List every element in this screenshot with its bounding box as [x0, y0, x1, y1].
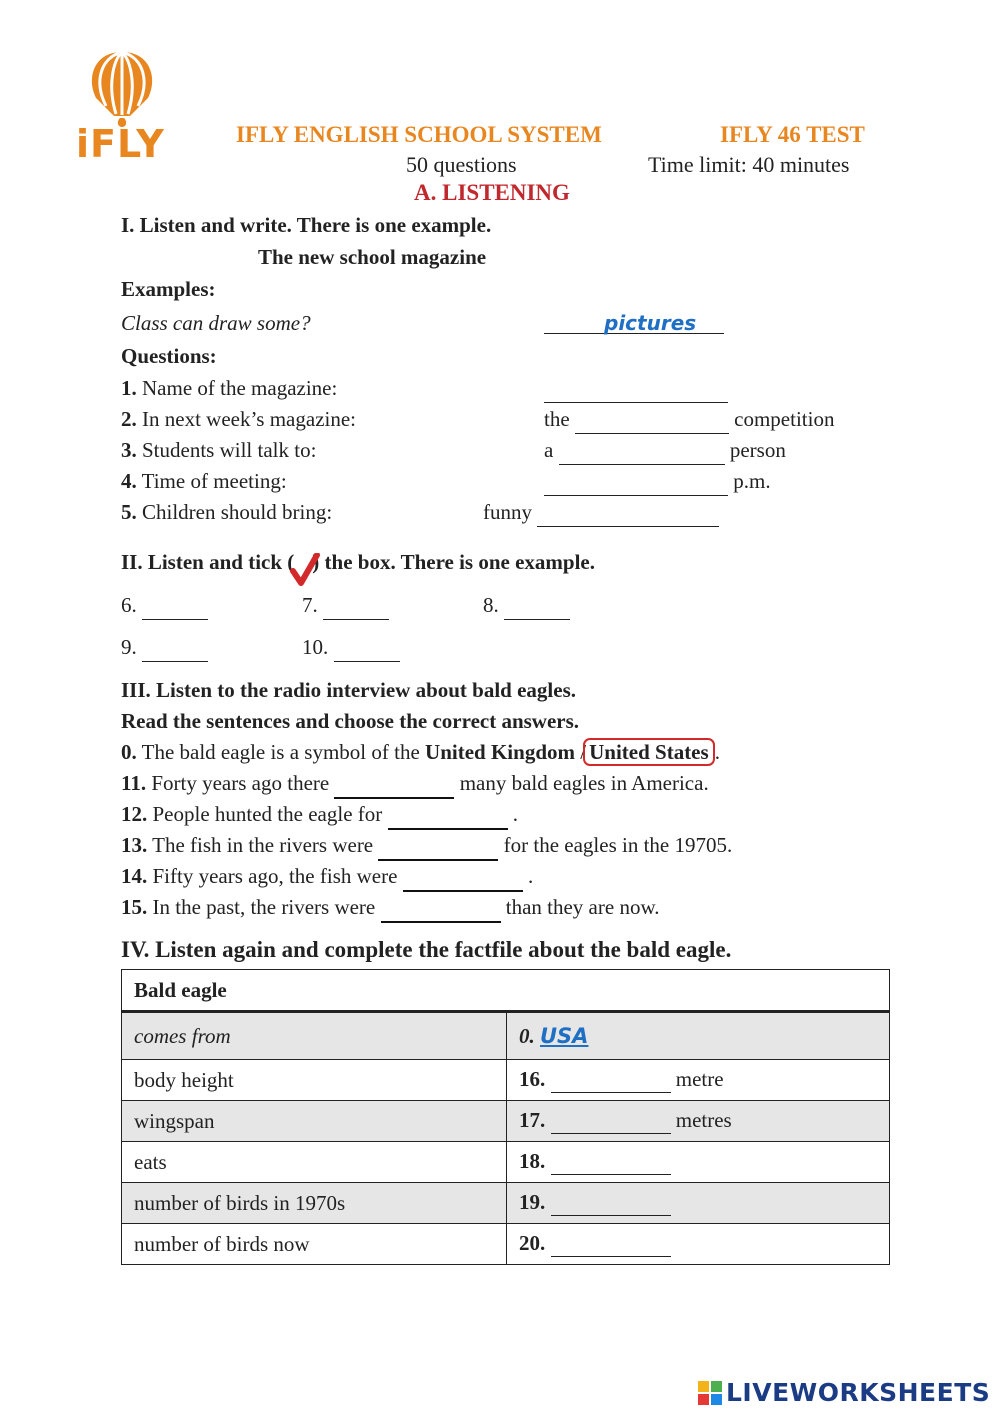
q11-row: 11. Forty years ago there many bald eagles in America. [121, 771, 709, 799]
q5-answer-row: funny [483, 500, 719, 527]
q13-input[interactable] [378, 837, 498, 861]
q20-input[interactable] [551, 1234, 671, 1257]
q2-input[interactable] [575, 411, 729, 434]
row-answer-cell: 18. [507, 1142, 890, 1183]
table-header: Bald eagle [122, 970, 890, 1012]
q5-row: 5. Children should bring: [121, 500, 333, 524]
table-row [122, 1060, 890, 1101]
liveworksheets-logo-icon [698, 1381, 722, 1405]
q18-input[interactable] [551, 1152, 671, 1175]
part1-subtitle: The new school magazine [258, 245, 487, 269]
question-count: 50 questions [406, 152, 517, 177]
table-row [122, 1012, 890, 1060]
q4-input[interactable] [544, 473, 728, 496]
q11-input[interactable] [334, 775, 454, 799]
part1-title: I. Listen and write. There is one example. [121, 213, 492, 237]
q16-input[interactable] [551, 1070, 671, 1093]
option-united-kingdom: United Kingdom [425, 740, 575, 764]
q5-input[interactable] [537, 504, 719, 527]
q10-input[interactable] [334, 639, 400, 662]
row-label: wingspan [122, 1101, 507, 1142]
example-answer: pictures [604, 311, 697, 335]
row-label: number of birds now [122, 1224, 507, 1265]
q13-row: 13. The fish in the rivers were for the eagles in the 19705. [121, 833, 732, 861]
examples-label: Examples: [121, 277, 216, 301]
row-answer-cell: 17. metres [507, 1101, 890, 1142]
factfile-table [121, 969, 890, 1265]
q1-row: 1. Name of the magazine: [121, 376, 338, 400]
ifly-logo [76, 48, 168, 170]
table-header-row [122, 970, 890, 1012]
table-row [122, 1224, 890, 1265]
time-limit: Time limit: 40 minutes [648, 152, 850, 177]
q7-input[interactable] [323, 597, 389, 620]
q15-input[interactable] [381, 899, 501, 923]
q6-row: 6. [121, 593, 208, 620]
balloon-icon [76, 48, 168, 128]
q7-row: 7. [302, 593, 389, 620]
q19-input[interactable] [551, 1193, 671, 1216]
school-name: IFLY ENGLISH SCHOOL SYSTEM [236, 122, 602, 147]
test-name: IFLY 46 TEST [720, 122, 865, 147]
q1-input[interactable] [544, 378, 728, 403]
liveworksheets-brand: LIVEWORKSHEETS [726, 1378, 991, 1407]
part4-title: IV. Listen again and complete the factfile about the bald eagle. [121, 937, 732, 962]
q2-answer-row: the competition [544, 407, 834, 434]
q8-input[interactable] [504, 597, 570, 620]
part3-example: 0. The bald eagle is a symbol of the United Kingdom / United States . [121, 740, 720, 764]
q4-row: 4. Time of meeting: [121, 469, 287, 493]
row-label: comes from [122, 1012, 507, 1060]
option-united-states-circled: United States [583, 738, 715, 766]
q15-row: 15. In the past, the rivers were than they are now. [121, 895, 660, 923]
q3-row: 3. Students will talk to: [121, 438, 317, 462]
example-answer-usa: USA [540, 1023, 589, 1048]
row-label: eats [122, 1142, 507, 1183]
q3-answer-row: a person [544, 438, 786, 465]
table-row [122, 1183, 890, 1224]
example-answer-line [544, 309, 724, 334]
row-answer-cell: 19. [507, 1183, 890, 1224]
q3-input[interactable] [559, 442, 725, 465]
row-answer-cell: 0. USA [507, 1012, 890, 1060]
row-answer-cell: 20. [507, 1224, 890, 1265]
part3-title-2: Read the sentences and choose the correct answers. [121, 709, 580, 733]
part3-title-1: III. Listen to the radio interview about bald eagles. [121, 678, 577, 702]
q10-row: 10. [302, 635, 400, 662]
section-title: A. LISTENING [414, 180, 570, 205]
q12-row: 12. People hunted the eagle for . [121, 802, 518, 830]
part2-title: II. Listen and tick ( ) the box. There is one example. [121, 550, 595, 575]
q9-input[interactable] [142, 639, 208, 662]
row-label: number of birds in 1970s [122, 1183, 507, 1224]
row-label: body height [122, 1060, 507, 1101]
row-answer-cell: 16. metre [507, 1060, 890, 1101]
q8-row: 8. [483, 593, 570, 620]
questions-label: Questions: [121, 344, 217, 368]
q12-input[interactable] [388, 806, 508, 830]
logo-text: iFLY [76, 122, 165, 166]
q17-input[interactable] [551, 1111, 671, 1134]
q14-input[interactable] [403, 868, 523, 892]
q9-row: 9. [121, 635, 208, 662]
table-row [122, 1142, 890, 1183]
q14-row: 14. Fifty years ago, the fish were . [121, 864, 533, 892]
table-row [122, 1101, 890, 1142]
q2-row: 2. In next week’s magazine: [121, 407, 356, 431]
q6-input[interactable] [142, 597, 208, 620]
q4-answer-row: p.m. [544, 469, 771, 496]
example-question: Class can draw some? [121, 311, 311, 335]
